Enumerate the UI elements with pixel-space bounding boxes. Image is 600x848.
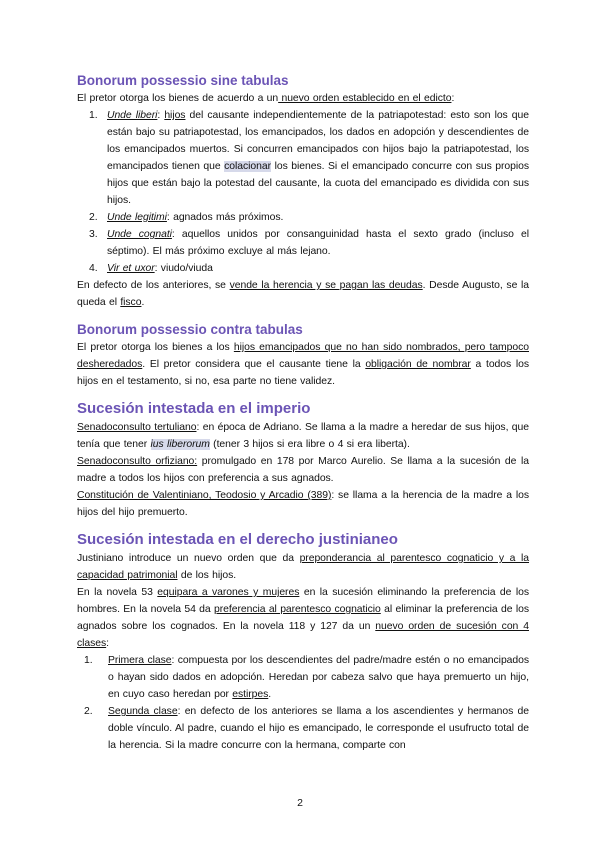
highlighted-text: colacionar	[224, 161, 272, 172]
highlighted-text: ius liberorum	[150, 439, 210, 450]
paragraph-novelas: En la novela 53 equipara a varones y mujeres en la sucesión eliminando la preferencia de los hombres. En la novela 54 da preferencia al parentesco cognaticio al eliminar la preferencia de los agnados sobre los cognados. En la novela 118 y 127 da un nuevo orden de sucesión con 4 clases:	[77, 587, 530, 649]
paragraph-tertuliano: Senadoconsulto tertuliano: en época de Adriano. Se llama a la madre a heredar de sus hijos, que tenía que tener ius liberorum (tener 3 hijos si era libre o 4 si era liberta).	[77, 422, 529, 450]
paragraph-sine-intro: El pretor otorga los bienes de acuerdo a un nuevo orden establecido en el edicto:	[77, 93, 455, 104]
list-item: 1. Unde liberi: hijos del causante independientemente de la patriapotestad: esto son los que están bajo su patriapotestad, los emancipados, los dados en adopción y descendientes de los emancipados muertos. Si concurren emancipados con hijos bajo la patriapotestad, los emancipados tienen que colacionar los bienes. Si el emancipado concurre con sus propios hijos que están bajo la potestad del causante, la cuota del emancipado es dividida con sus hijos.	[89, 110, 530, 206]
paragraph-justiniano: Justiniano introduce un nuevo orden que da preponderancia al parentesco cognaticio y a la capacidad patrimonial de los hijos.	[77, 553, 529, 581]
list-term: Unde liberi	[107, 110, 158, 121]
list-term: Unde legitimi	[107, 212, 167, 223]
paragraph-orfiziano: Senadoconsulto orfiziano: promulgado en 178 por Marco Aurelio. Se llama a la sucesión de la madre a todos los hijos con preferencia a sus agnados.	[77, 456, 529, 484]
heading-contra-tabulas: Bonorum possessio contra tabulas	[77, 322, 303, 337]
list-item: 1. Primera clase: compuesta por los descendientes del padre/madre estén o no emancipados o hayan sido dados en adopción. Heredan por cabeza salvo que haya premuerto un hijo, en cuyo caso heredan por estirpes.	[84, 655, 529, 700]
list-item: 2. Unde legitimi: agnados más próximos.	[89, 212, 284, 223]
heading-imperio: Sucesión intestada en el imperio	[77, 400, 311, 417]
page-number: 2	[297, 797, 303, 809]
paragraph-constitucion: Constitución de Valentiniano, Teodosio y Arcadio (389): se llama a la herencia de la madre a los hijos del hijo premuerto.	[77, 490, 529, 518]
list-term: Primera clase	[108, 655, 172, 666]
sine-tabulas-list	[77, 107, 529, 277]
list-item: 3. Unde cognati: aquellos unidos por consanguinidad hasta el sexto grado (incluso el séptimo). El más próximo excluye al más lejano.	[89, 229, 529, 257]
list-item: 2. Segunda clase: en defecto de los anteriores se llama a los ascendientes y hermanos de doble vínculo. Al padre, cuando el hijo es emancipado, le corresponde el usufructo total de la herencia. Si la madre concurre con la hermana, comparte con	[84, 706, 529, 751]
list-term: Unde cognati	[107, 229, 172, 240]
list-term: Vir et uxor	[107, 263, 155, 274]
list-item: 4. Vir et uxor: viudo/viuda	[89, 263, 213, 274]
heading-justinianeo: Sucesión intestada en el derecho justinianeo	[77, 531, 398, 548]
clases-list	[77, 652, 529, 754]
list-term: Segunda clase	[108, 706, 178, 717]
heading-sine-tabulas: Bonorum possessio sine tabulas	[77, 73, 289, 88]
page-content	[77, 72, 529, 754]
paragraph-contra: El pretor otorga los bienes a los hijos emancipados que no han sido nombrados, pero tampoco desheredados. El pretor considera que el causante tiene la obligación de nombrar a todos los hijos en el testamento, si no, esa parte no tiene validez.	[77, 342, 529, 387]
paragraph-sine-closing: En defecto de los anteriores, se vende la herencia y se pagan las deudas. Desde Augusto, se la queda el fisco.	[77, 280, 529, 308]
underlined-text: nuevo orden establecido en el edicto	[278, 93, 452, 104]
